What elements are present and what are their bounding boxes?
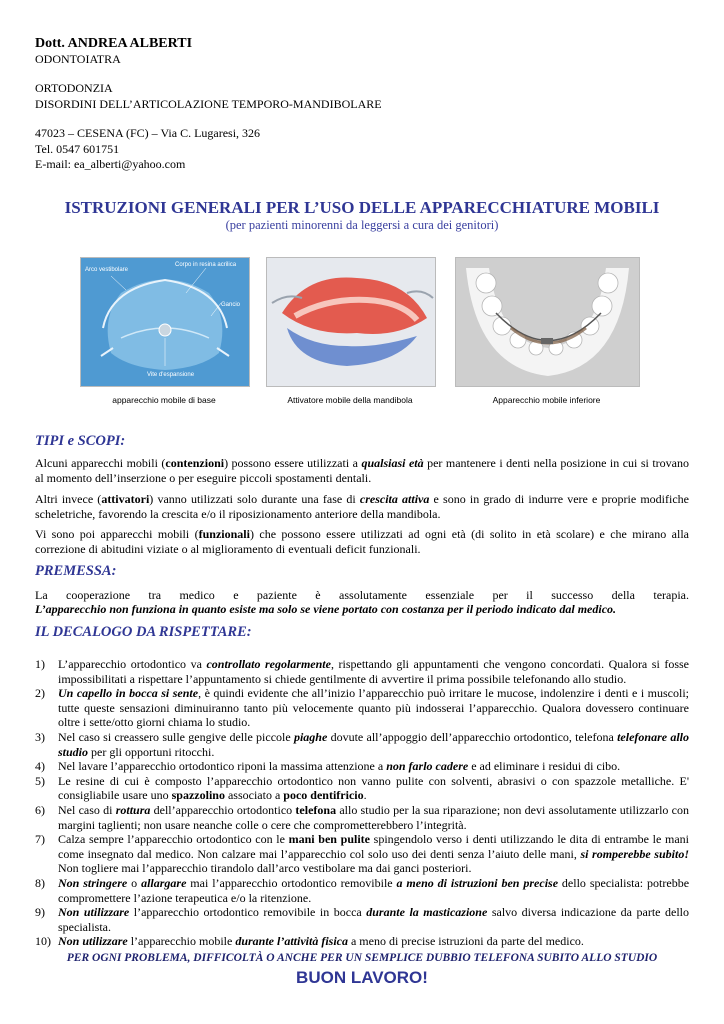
paragraph-funzionali: Vi sono poi apparecchi mobili (funzionali) che possono essere utilizzati ad ogni età (di solito in età scolare) e che mirano alla correzione di abitudini viziate o al miglioramento di eventuali deficit funzionali. <box>35 527 689 556</box>
doctor-name: Dott. ANDREA ALBERTI <box>35 36 193 51</box>
appliance-photo-lower <box>455 257 640 387</box>
list-item: 10) Non utilizzare l’apparecchio mobile durante l’attività fisica a meno di precise istruzioni da parte del medico. <box>35 934 584 949</box>
list-item: 4) Nel lavare l’apparecchio ortodontico riponi la massima attenzione a non farlo cadere e ad eliminare i residui di cibo. <box>35 759 621 774</box>
list-item: 3) Nel caso si creassero sulle gengive delle piccole piaghe dovute all’appoggio dell’apparecchio ortodontico, telefona telefonare allo studio per gli opportuni ritocchi. <box>35 729 690 759</box>
section-heading-decalogo: IL DECALOGO DA RISPETTARE: <box>35 624 252 640</box>
email: E-mail: ea_alberti@yahoo.com <box>35 157 186 171</box>
list-item: 7) Calza sempre l’apparecchio ortodontico con le mani ben pulite spingendolo verso i denti utilizzando le dita di entrambe le mani come insegnato dal medico. Non calzare mai l’apparecchio col solo uso dei denti senza l’aiuto delle mani, si romperebbe subito! Non togliere mai l’apparecchio tirandolo dall’arco vestibolare ma dai ganci posteriori. <box>35 832 690 876</box>
label-vite: Vite d'espansione <box>147 372 195 378</box>
caption-base: apparecchio mobile di base <box>112 395 216 405</box>
caption-activator: Attivatore mobile della mandibola <box>287 395 413 405</box>
doctor-header <box>35 36 382 173</box>
section-heading-premessa: PREMESSA: <box>35 563 117 579</box>
list-item: 8) Non stringere o allargare mai l’apparecchio ortodontico removibile a meno di istruzioni ben precise dello specialista: potrebbe compromettere l’azione terapeutica e/o la ritenzione. <box>35 875 690 905</box>
list-item: 9) Non utilizzare l’apparecchio ortodontico removibile in bocca durante la masticazione salvo diversa indicazione da parte dello specialista. <box>35 905 690 934</box>
premessa-line-2: L’apparecchio non funziona in quanto esiste ma solo se viene portato con costanza per il periodo indicato dal medico. <box>35 602 617 616</box>
premessa-line-1: La cooperazione tra medico e paziente è assolutamente essenziale per il successo della terapia. <box>35 588 689 602</box>
label-arco-vestibolare: Arco vestibolare <box>85 267 129 273</box>
list-item: 6) Nel caso di rottura dell’apparecchio ortodontico telefona allo studio per la sua riparazione; non devi assolutamente utilizzarlo con margini taglienti; non usare neanche colle o cere che comprometterebbero l’integrità. <box>35 802 689 832</box>
appliance-photo-base <box>80 257 250 387</box>
footer-note: PER OGNI PROBLEMA, DIFFICOLTÀ O ANCHE PER UN SEMPLICE DUBBIO TELEFONA SUBITO ALLO STUDIO <box>66 952 658 964</box>
appliance-photo-activator <box>266 257 436 387</box>
specialty-2: DISORDINI DELL’ARTICOLAZIONE TEMPORO-MANDIBOLARE <box>35 96 382 111</box>
specialty-1: ORTODONZIA <box>35 81 113 95</box>
telephone: Tel. 0547 601751 <box>35 141 120 156</box>
section-heading-tipi: TIPI e SCOPI: <box>35 433 126 449</box>
caption-lower: Apparecchio mobile inferiore <box>492 395 601 405</box>
label-corpo-resina: Corpo in resina acrilica <box>175 262 237 268</box>
decalogo-list <box>35 657 689 949</box>
label-gancio: Gancio <box>221 302 241 308</box>
page-title: ISTRUZIONI GENERALI PER L’USO DELLE APPARECCHIATURE MOBILI <box>64 198 660 217</box>
list-item: 1) L’apparecchio ortodontico va controllato regolarmente, rispettando gli appuntamenti che vengono concordati. Qualora si fosse impossibilitati a rispettare l’appuntamento si chiede gentilmente di avvertire il prima possibile telefonando allo studio. <box>35 657 689 686</box>
closing-text: BUON LAVORO! <box>296 968 428 987</box>
doctor-role: ODONTOIATRA <box>35 51 121 66</box>
paragraph-attivatori: Altri invece (attivatori) vanno utilizzati solo durante una fase di crescita attiva e sono in grado di indurre vere e proprie modifiche scheletriche, favorendo la crescita e/o il riposizionamento anteriore della mandibola. <box>35 492 689 521</box>
paragraph-contenzioni: Alcuni apparecchi mobili (contenzioni) possono essere utilizzati a qualsiasi età per mantenere i denti nella posizione in cui si trovano al momento dell’inserzione o per eseguire piccoli spostamenti dentali. <box>35 456 689 485</box>
address: 47023 – CESENA (FC) – Via C. Lugaresi, 326 <box>35 126 261 140</box>
page-subtitle: (per pazienti minorenni da leggersi a cura dei genitori) <box>225 218 499 232</box>
list-item: 5) Le resine di cui è composto l’apparecchio ortodontico non vanno pulite con solventi, abrasivi o con spazzole metalliche. E' consigliabile usare uno spazzolino associato a poco dentifricio. <box>35 773 689 803</box>
list-item: 2) Un capello in bocca si sente, è quindi evidente che all’inizio l’apparecchio può irritare le mucose, indolenzire i denti e i muscoli; tutte queste sensazioni diminuiranno tanto più velocemente quanto più indosserai l’apparecchio. Qualora dovessero continuare oltre i sette/otto giorni chiama lo studio. <box>35 686 689 730</box>
